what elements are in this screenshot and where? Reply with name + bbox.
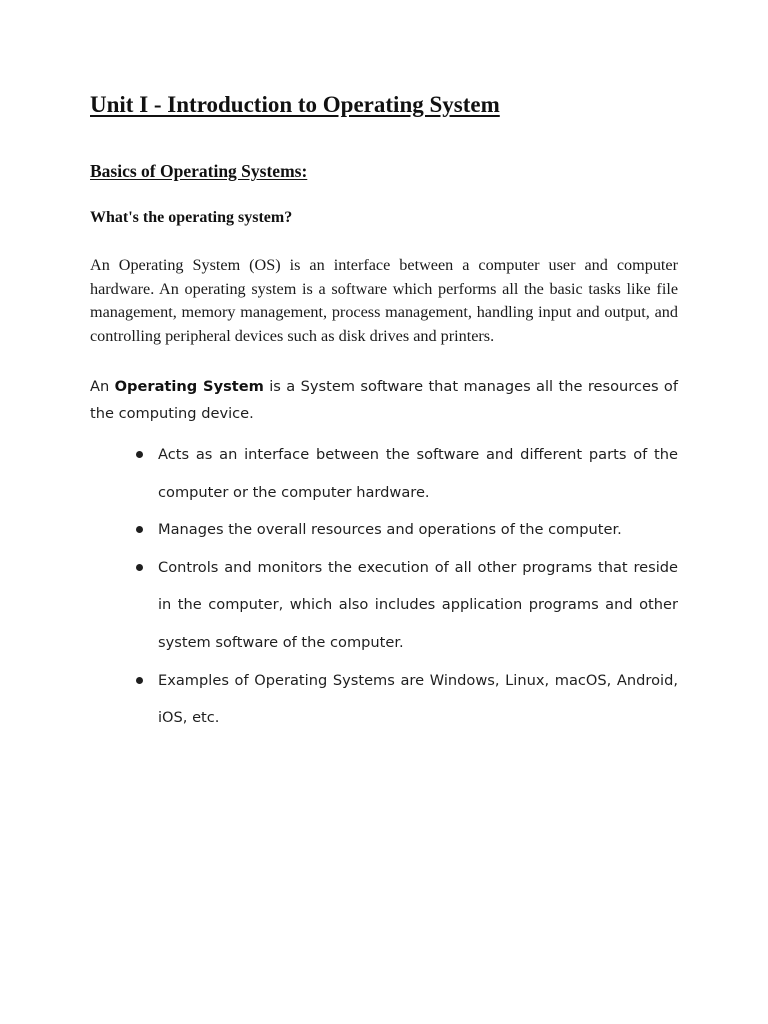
bullet-dot-icon: [136, 451, 143, 458]
definition-prefix: An: [90, 378, 115, 395]
definition-bold-term: Operating System: [114, 378, 264, 395]
unit-title: Unit I - Introduction to Operating System: [90, 92, 500, 117]
list-item: [90, 511, 678, 549]
list-item: [90, 436, 678, 511]
question-heading: What's the operating system?: [90, 209, 293, 226]
bullet-list: [90, 436, 678, 737]
intro-paragraph: An Operating System (OS) is an interface between a computer user and computer hardware. An operating system is a software which performs all the basic tasks like file management, memory management, process management, handling input and output, and controlling peripheral devices such as disk drives and printers.: [90, 256, 678, 346]
list-item-text: Examples of Operating Systems are Windows, Linux, macOS, Android, iOS, etc.: [158, 671, 678, 727]
bullet-dot-icon: [136, 564, 143, 571]
bullet-dot-icon: [136, 526, 143, 533]
definition-paragraph: [90, 373, 678, 427]
list-item-text: Manages the overall resources and operations of the computer.: [158, 521, 622, 539]
list-item: [90, 662, 678, 737]
list-item-text: Controls and monitors the execution of all other programs that reside in the computer, which also includes application programs and other system software of the computer.: [158, 558, 678, 651]
list-item-text: Acts as an interface between the software and different parts of the computer or the computer hardware.: [158, 446, 678, 501]
bullet-dot-icon: [136, 677, 143, 684]
list-item: [90, 549, 678, 662]
section-title: Basics of Operating Systems:: [90, 161, 308, 181]
definition-suffix: is a System software that manages all the resources of the computing device.: [90, 378, 679, 422]
